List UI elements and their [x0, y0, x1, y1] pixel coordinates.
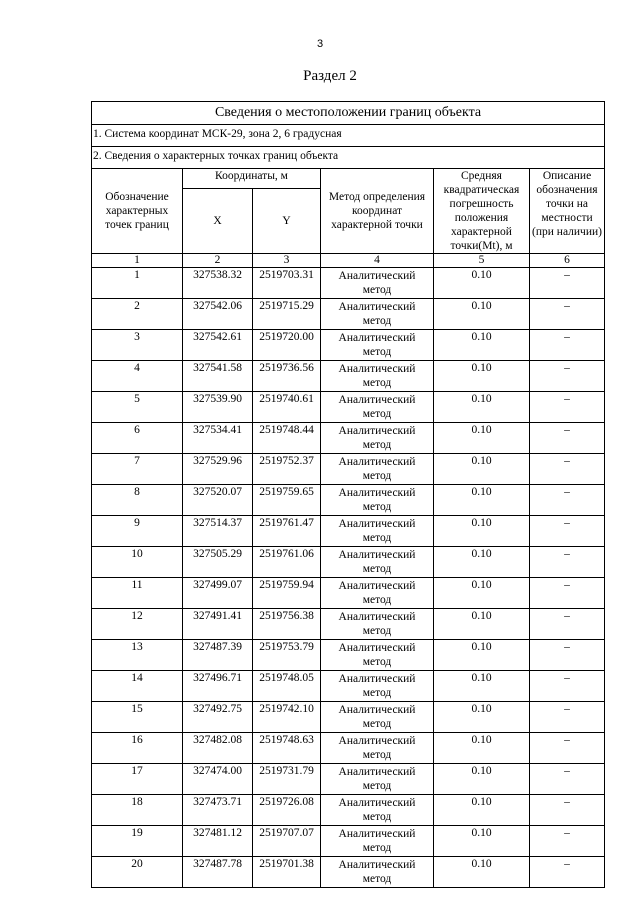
column-number: 5 [434, 254, 530, 268]
method-cell: Аналитический метод [321, 454, 434, 485]
table-row [92, 516, 605, 547]
header-description: Описание обозначения точки на местности (при наличии) [530, 169, 605, 254]
point-number-cell: 16 [92, 733, 183, 764]
method-cell: Аналитический метод [321, 609, 434, 640]
description-cell: – [530, 268, 605, 299]
x-coordinate-cell: 327514.37 [183, 516, 253, 547]
boundary-points-table [91, 101, 605, 888]
table-row [92, 299, 605, 330]
point-number-cell: 5 [92, 392, 183, 423]
coordinate-system-line: 1. Система координат МСК-29, зона 2, 6 градусная [92, 125, 605, 147]
description-cell: – [530, 857, 605, 888]
x-coordinate-cell: 327499.07 [183, 578, 253, 609]
table-row [92, 640, 605, 671]
column-number: 2 [183, 254, 253, 268]
table-row [92, 392, 605, 423]
error-cell: 0.10 [434, 516, 530, 547]
header-coordinates: Координаты, м [183, 169, 321, 189]
point-number-cell: 18 [92, 795, 183, 826]
column-number: 6 [530, 254, 605, 268]
table-row [92, 609, 605, 640]
y-coordinate-cell: 2519759.94 [253, 578, 321, 609]
y-coordinate-cell: 2519748.44 [253, 423, 321, 454]
error-cell: 0.10 [434, 609, 530, 640]
y-coordinate-cell: 2519715.29 [253, 299, 321, 330]
point-number-cell: 13 [92, 640, 183, 671]
point-number-cell: 17 [92, 764, 183, 795]
method-cell: Аналитический метод [321, 702, 434, 733]
x-coordinate-cell: 327542.06 [183, 299, 253, 330]
error-cell: 0.10 [434, 330, 530, 361]
table-row [92, 547, 605, 578]
description-cell: – [530, 516, 605, 547]
table-row [92, 671, 605, 702]
error-cell: 0.10 [434, 547, 530, 578]
x-coordinate-cell: 327492.75 [183, 702, 253, 733]
y-coordinate-cell: 2519726.08 [253, 795, 321, 826]
y-coordinate-cell: 2519761.47 [253, 516, 321, 547]
y-coordinate-cell: 2519731.79 [253, 764, 321, 795]
error-cell: 0.10 [434, 702, 530, 733]
point-number-cell: 2 [92, 299, 183, 330]
point-number-cell: 1 [92, 268, 183, 299]
header-error: Средняя квадратическая погрешность положения характерной точки(Mt), м [434, 169, 530, 254]
table-row [92, 702, 605, 733]
table-row [92, 330, 605, 361]
error-cell: 0.10 [434, 795, 530, 826]
method-cell: Аналитический метод [321, 671, 434, 702]
method-cell: Аналитический метод [321, 268, 434, 299]
description-cell: – [530, 671, 605, 702]
point-number-cell: 12 [92, 609, 183, 640]
table-row [92, 764, 605, 795]
method-cell: Аналитический метод [321, 795, 434, 826]
x-coordinate-cell: 327487.78 [183, 857, 253, 888]
table-row [92, 268, 605, 299]
x-coordinate-cell: 327542.61 [183, 330, 253, 361]
method-cell: Аналитический метод [321, 392, 434, 423]
table-row [92, 826, 605, 857]
header-y: Y [253, 189, 321, 254]
description-cell: – [530, 454, 605, 485]
x-coordinate-cell: 327474.00 [183, 764, 253, 795]
description-cell: – [530, 702, 605, 733]
y-coordinate-cell: 2519753.79 [253, 640, 321, 671]
y-coordinate-cell: 2519752.37 [253, 454, 321, 485]
description-cell: – [530, 795, 605, 826]
table-row [92, 857, 605, 888]
description-cell: – [530, 764, 605, 795]
point-number-cell: 15 [92, 702, 183, 733]
y-coordinate-cell: 2519703.31 [253, 268, 321, 299]
error-cell: 0.10 [434, 640, 530, 671]
y-coordinate-cell: 2519748.63 [253, 733, 321, 764]
method-cell: Аналитический метод [321, 640, 434, 671]
error-cell: 0.10 [434, 268, 530, 299]
description-cell: – [530, 392, 605, 423]
description-cell: – [530, 299, 605, 330]
page-number: 3 [316, 38, 324, 50]
column-number: 3 [253, 254, 321, 268]
x-coordinate-cell: 327534.41 [183, 423, 253, 454]
x-coordinate-cell: 327482.08 [183, 733, 253, 764]
y-coordinate-cell: 2519707.07 [253, 826, 321, 857]
table-row [92, 485, 605, 516]
x-coordinate-cell: 327541.58 [183, 361, 253, 392]
description-cell: – [530, 361, 605, 392]
table-row [92, 578, 605, 609]
description-cell: – [530, 578, 605, 609]
description-cell: – [530, 826, 605, 857]
method-cell: Аналитический метод [321, 826, 434, 857]
point-number-cell: 11 [92, 578, 183, 609]
description-cell: – [530, 485, 605, 516]
header-method: Метод определения координат характерной точки [321, 169, 434, 254]
description-cell: – [530, 733, 605, 764]
x-coordinate-cell: 327491.41 [183, 609, 253, 640]
method-cell: Аналитический метод [321, 578, 434, 609]
error-cell: 0.10 [434, 454, 530, 485]
y-coordinate-cell: 2519756.38 [253, 609, 321, 640]
description-cell: – [530, 547, 605, 578]
x-coordinate-cell: 327481.12 [183, 826, 253, 857]
column-number: 1 [92, 254, 183, 268]
error-cell: 0.10 [434, 392, 530, 423]
y-coordinate-cell: 2519736.56 [253, 361, 321, 392]
point-number-cell: 8 [92, 485, 183, 516]
point-number-cell: 10 [92, 547, 183, 578]
y-coordinate-cell: 2519761.06 [253, 547, 321, 578]
header-x: X [183, 189, 253, 254]
y-coordinate-cell: 2519740.61 [253, 392, 321, 423]
point-number-cell: 7 [92, 454, 183, 485]
point-number-cell: 6 [92, 423, 183, 454]
point-number-cell: 20 [92, 857, 183, 888]
description-cell: – [530, 330, 605, 361]
error-cell: 0.10 [434, 826, 530, 857]
error-cell: 0.10 [434, 361, 530, 392]
method-cell: Аналитический метод [321, 857, 434, 888]
table-row [92, 423, 605, 454]
x-coordinate-cell: 327529.96 [183, 454, 253, 485]
point-number-cell: 3 [92, 330, 183, 361]
header-designation: Обозначение характерных точек границ [92, 169, 183, 254]
x-coordinate-cell: 327487.39 [183, 640, 253, 671]
table-title: Сведения о местоположении границ объекта [92, 102, 605, 125]
method-cell: Аналитический метод [321, 733, 434, 764]
point-number-cell: 19 [92, 826, 183, 857]
point-number-cell: 9 [92, 516, 183, 547]
method-cell: Аналитический метод [321, 485, 434, 516]
section-title: Раздел 2 [303, 68, 357, 84]
description-cell: – [530, 423, 605, 454]
y-coordinate-cell: 2519720.00 [253, 330, 321, 361]
x-coordinate-cell: 327520.07 [183, 485, 253, 516]
error-cell: 0.10 [434, 423, 530, 454]
y-coordinate-cell: 2519701.38 [253, 857, 321, 888]
y-coordinate-cell: 2519759.65 [253, 485, 321, 516]
table-row [92, 454, 605, 485]
method-cell: Аналитический метод [321, 330, 434, 361]
x-coordinate-cell: 327496.71 [183, 671, 253, 702]
points-info-line: 2. Сведения о характерных точках границ объекта [92, 147, 605, 169]
description-cell: – [530, 640, 605, 671]
description-cell: – [530, 609, 605, 640]
error-cell: 0.10 [434, 299, 530, 330]
y-coordinate-cell: 2519748.05 [253, 671, 321, 702]
error-cell: 0.10 [434, 485, 530, 516]
error-cell: 0.10 [434, 671, 530, 702]
table-row [92, 733, 605, 764]
method-cell: Аналитический метод [321, 764, 434, 795]
method-cell: Аналитический метод [321, 516, 434, 547]
point-number-cell: 4 [92, 361, 183, 392]
table-row [92, 361, 605, 392]
error-cell: 0.10 [434, 857, 530, 888]
method-cell: Аналитический метод [321, 299, 434, 330]
table-row [92, 795, 605, 826]
error-cell: 0.10 [434, 764, 530, 795]
x-coordinate-cell: 327505.29 [183, 547, 253, 578]
x-coordinate-cell: 327473.71 [183, 795, 253, 826]
column-number: 4 [321, 254, 434, 268]
x-coordinate-cell: 327539.90 [183, 392, 253, 423]
point-number-cell: 14 [92, 671, 183, 702]
x-coordinate-cell: 327538.32 [183, 268, 253, 299]
error-cell: 0.10 [434, 578, 530, 609]
y-coordinate-cell: 2519742.10 [253, 702, 321, 733]
error-cell: 0.10 [434, 733, 530, 764]
method-cell: Аналитический метод [321, 361, 434, 392]
method-cell: Аналитический метод [321, 423, 434, 454]
method-cell: Аналитический метод [321, 547, 434, 578]
